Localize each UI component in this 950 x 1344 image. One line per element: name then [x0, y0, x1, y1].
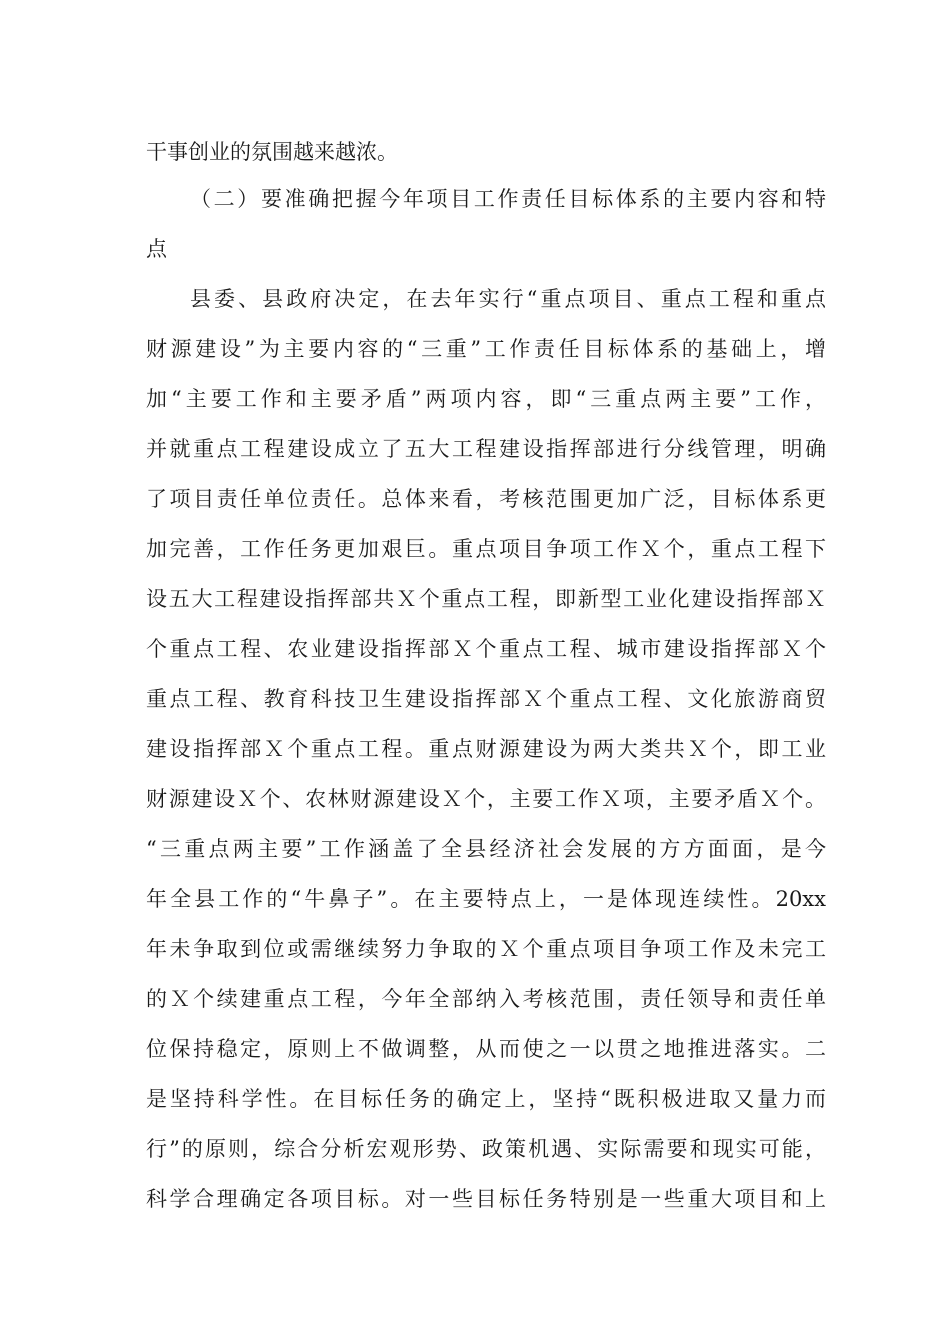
section-heading-line: （二）要准确把握今年项目工作责任目标体系的主要内容和特 — [190, 187, 826, 211]
paragraph-line: 加完善，工作任务更加艰巨。重点项目争项工作Ｘ个，重点工程下 — [146, 537, 826, 561]
paragraph-line: 科学合理确定各项目标。对一些目标任务特别是一些重大项目和上 — [146, 1187, 826, 1211]
paragraph-line: 并就重点工程建设成立了五大工程建设指挥部进行分线管理，明确 — [146, 437, 826, 461]
paragraph-line: 加“主要工作和主要矛盾”两项内容，即“三重点两主要”工作， — [146, 387, 826, 411]
paragraph-line: 了项目责任单位责任。总体来看，考核范围更加广泛，目标体系更 — [146, 487, 826, 511]
paragraph-line: 财源建设Ｘ个、农林财源建设Ｘ个，主要工作Ｘ项，主要矛盾Ｘ个。 — [146, 787, 826, 811]
paragraph-line: 个重点工程、农业建设指挥部Ｘ个重点工程、城市建设指挥部Ｘ个 — [146, 637, 826, 661]
paragraph-line: 建设指挥部Ｘ个重点工程。重点财源建设为两大类共Ｘ个，即工业 — [146, 737, 826, 761]
paragraph-line: 年全县工作的“牛鼻子”。在主要特点上，一是体现连续性。20xx — [146, 887, 826, 911]
paragraph-line: 是坚持科学性。在目标任务的确定上，坚持“既积极进取又量力而 — [146, 1087, 826, 1111]
paragraph-line: 年未争取到位或需继续努力争取的Ｘ个重点项目争项工作及未完工 — [146, 937, 826, 961]
paragraph-line: 县委、县政府决定，在去年实行“重点项目、重点工程和重点 — [190, 287, 826, 311]
paragraph-line: 设五大工程建设指挥部共Ｘ个重点工程，即新型工业化建设指挥部Ｘ — [146, 587, 826, 611]
paragraph-line: “三重点两主要”工作涵盖了全县经济社会发展的方方面面，是今 — [146, 837, 826, 861]
paragraph-line: 行”的原则，综合分析宏观形势、政策机遇、实际需要和现实可能， — [146, 1137, 826, 1161]
section-heading-line: 点 — [146, 237, 167, 261]
paragraph-line: 干事创业的氛围越来越浓。 — [146, 140, 398, 164]
paragraph-line: 位保持稳定，原则上不做调整，从而使之一以贯之地推进落实。二 — [146, 1037, 826, 1061]
paragraph-line: 的Ｘ个续建重点工程，今年全部纳入考核范围，责任领导和责任单 — [146, 987, 826, 1011]
paragraph-line: 财源建设”为主要内容的“三重”工作责任目标体系的基础上，增 — [146, 337, 826, 361]
paragraph-line: 重点工程、教育科技卫生建设指挥部Ｘ个重点工程、文化旅游商贸 — [146, 687, 826, 711]
